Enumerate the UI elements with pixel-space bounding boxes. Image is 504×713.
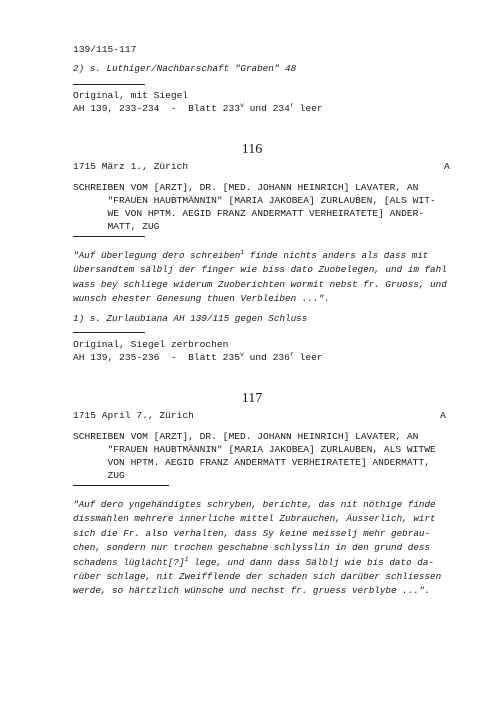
title-line: "FRAUEN HAUBTMÄNNIN" [MARIA JAKOBEA] ZURLAUBEN, ALS WITWE (73, 444, 436, 455)
footnote-rule (73, 84, 145, 85)
section-rule (73, 485, 169, 486)
title-line: "FRAUEN HAUBTMÄNNIN" [MARIA JAKOBEA] ZURLAUBEN, [ALS WIT- (73, 195, 436, 206)
quote-116 (73, 249, 447, 307)
quote-line: dissmahlen mehrere innerliche mittel Zubrauchen, Äusserlich, wirt (73, 513, 436, 525)
quote-line: werde, so härtzlich wünsche und nechst fr. gruess verblybe ...". (73, 585, 431, 597)
title-line: WE VON HPTM. AEGID FRANZ ANDERMATT VERHEIRATETE] ANDER- (73, 208, 425, 219)
quote-line: sich die Fr. also verhalten, dass Sy keine meisselj mehr gebrau- (73, 527, 431, 539)
section-rule (73, 236, 145, 237)
title-line: VON HPTM. AEGID FRANZ ANDERMATT VERHEIRATETE] ANDERMATT, (73, 457, 430, 468)
source-note-folio: AH 139, 233-234 - Blatt 233$^v$ und 234$^r$ leer (73, 101, 323, 114)
title-line: ZUG (73, 470, 125, 481)
document-title-116 (73, 181, 436, 233)
quote-line: rüber schlage, nit Zweifflende der schaden sich darüber schliessen (73, 570, 442, 582)
quote-line: wass bey schliege widerum Zuoberichten wormit nebst fr. Gruoss, und (73, 278, 447, 290)
quote-line: schadens lüglächt[?]$^1$ lege, und dann dass Sälblj wie bis dato da- (73, 555, 434, 568)
document-date-117: 1715 April 7., Zürich (73, 410, 194, 421)
document-title-117 (73, 430, 436, 482)
footnote-luthiger: 2) s. Luthiger/Nachbarschaft "Graben" 48 (73, 63, 297, 74)
source-note-original-116: Original, Siegel zerbrochen (73, 339, 229, 350)
quote-117 (73, 498, 441, 599)
title-line: MATT, ZUG (73, 221, 160, 232)
quote-line: wunsch ehester Genesung thuen Verbleiben ...". (73, 293, 330, 305)
document-number-117: 117 (241, 391, 263, 406)
quote-line: chen, sondern nur trochen geschabne schlysslin in den grund dess (73, 542, 431, 554)
footnote-rule (73, 332, 145, 333)
quote-line: übersandtem sälblj der finger wie biss dato Zuobelegen, und im fahl (73, 264, 447, 276)
quote-line: "Auf dero yngehändigtes schryben, berichte, das nit nöthige finde (73, 499, 436, 510)
source-note-original: Original, mit Siegel (73, 90, 189, 101)
title-line: SCHREIBEN VOM [ARZT], DR. [MED. JOHANN HEINRICH] LAVATER, AN (73, 431, 419, 442)
source-note-folio-116: AH 139, 235-236 - Blatt 235$^v$ und 236$^r$ leer (73, 350, 323, 363)
quote-line: "Auf überlegung dero schreiben$^1$ finde nichts anders als dass mit (73, 248, 429, 261)
header-reference: 139/115-117 (73, 44, 137, 55)
document-date-116: 1715 März 1., Zürich (73, 161, 189, 172)
title-line: SCHREIBEN VOM [ARZT], DR. [MED. JOHANN HEINRICH] LAVATER, AN (73, 182, 419, 193)
footnote-116: 1) s. Zurlaubiana AH 139/115 gegen Schluss (73, 313, 308, 324)
document-marker-116: A (444, 161, 450, 172)
document-marker-117: A (440, 410, 446, 421)
document-number-116: 116 (241, 142, 263, 157)
